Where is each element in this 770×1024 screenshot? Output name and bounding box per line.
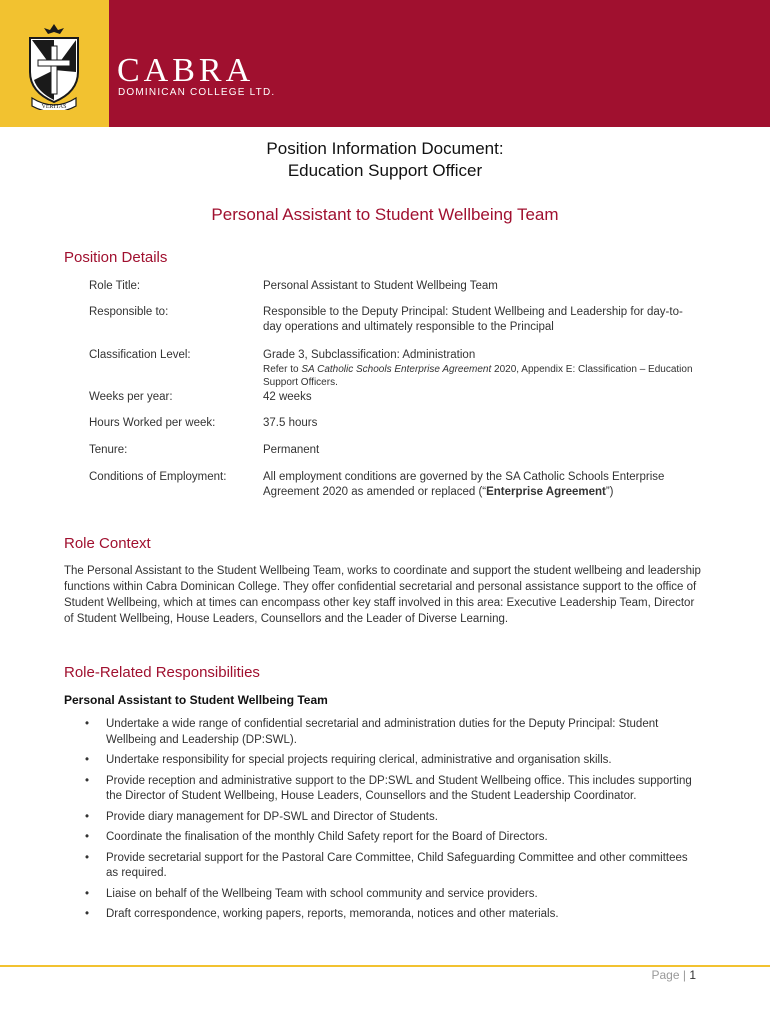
conditions-text-end: ”) bbox=[605, 486, 614, 498]
document-title bbox=[0, 138, 770, 182]
list-item bbox=[82, 753, 692, 769]
conditions-text: All employment conditions are governed by the SA Catholic Schools Enterprise Agreement 2020 as amended or replaced (“ bbox=[263, 471, 665, 498]
role-context-heading: Role Context bbox=[64, 535, 151, 552]
title-line-1: Position Information Document: bbox=[266, 139, 504, 158]
page-label: Page | bbox=[651, 968, 690, 982]
conditions-defined-term: Enterprise Agreement bbox=[486, 486, 606, 498]
note-prefix: Refer to bbox=[263, 364, 302, 375]
page-number: 1 bbox=[689, 968, 696, 982]
brand-subtitle: DOMINICAN COLLEGE LTD. bbox=[118, 87, 276, 98]
list-item-text: Draft correspondence, working papers, reports, memoranda, notices and other materials. bbox=[106, 908, 559, 920]
list-item-text: Provide reception and administrative support to the DP:SWL and Student Wellbeing office. This includes supporting the Director of Student Wellbeing, House Leaders, Counsellors and the Student Leadership Coordinator. bbox=[106, 774, 692, 802]
letterhead bbox=[0, 0, 770, 127]
footer-divider bbox=[0, 965, 770, 967]
list-item-text: Undertake responsibility for special projects requiring clerical, administrative and organisation skills. bbox=[106, 754, 612, 766]
responsibilities-subheading: Personal Assistant to Student Wellbeing Team bbox=[64, 693, 328, 707]
bullet-icon: • bbox=[85, 851, 90, 864]
role-context-paragraph: The Personal Assistant to the Student Wellbeing Team, works to coordinate and support the student wellbeing and leadership functions within Cabra Dominican College. They offer confidential secretarial and personal assistance support to the office of Student Wellbeing, which at times can encompass other key staff involved in this area: Executive Leadership Team, Director of Student Wellbeing, House Leaders, Counsellors and the Leader of Diverse Learning. bbox=[64, 565, 701, 625]
note-agreement-title: SA Catholic Schools Enterprise Agreement bbox=[301, 364, 492, 375]
detail-label: Conditions of Employment: bbox=[89, 471, 227, 483]
responsibilities-list bbox=[82, 717, 692, 928]
detail-label: Classification Level: bbox=[89, 349, 191, 361]
detail-value: Personal Assistant to Student Wellbeing Team bbox=[263, 280, 498, 292]
bullet-icon: • bbox=[85, 718, 90, 730]
bullet-icon: • bbox=[85, 774, 90, 787]
detail-label: Hours Worked per week: bbox=[89, 417, 216, 429]
detail-label: Tenure: bbox=[89, 444, 128, 456]
list-item-text: Undertake a wide range of confidential secretarial and administration duties for the Deputy Principal: Student Wellbeing and Leadership (DP:SWL). bbox=[106, 718, 659, 746]
list-item bbox=[82, 907, 692, 923]
list-item bbox=[82, 830, 692, 846]
detail-label: Responsible to: bbox=[89, 306, 169, 318]
logo-panel bbox=[0, 0, 109, 127]
bullet-icon: • bbox=[85, 831, 90, 843]
note-suffix: 2020, Appendix E: Classification – Education Support Officers. bbox=[263, 364, 693, 388]
detail-label: Role Title: bbox=[89, 280, 141, 292]
brand-name: CABRA bbox=[117, 52, 255, 89]
brand-panel bbox=[109, 0, 770, 127]
bullet-icon: • bbox=[85, 908, 90, 920]
detail-value bbox=[263, 470, 693, 500]
detail-value bbox=[263, 348, 693, 389]
list-item bbox=[82, 851, 692, 882]
list-item bbox=[82, 774, 692, 805]
page-footer bbox=[652, 968, 697, 982]
detail-value: Permanent bbox=[263, 444, 320, 456]
list-item-text: Liaise on behalf of the Wellbeing Team with school community and service providers. bbox=[106, 887, 538, 900]
list-item bbox=[82, 810, 692, 826]
list-item-text: Coordinate the finalisation of the monthly Child Safety report for the Board of Directors. bbox=[106, 831, 548, 843]
title-line-2: Education Support Officer bbox=[287, 161, 483, 180]
list-item bbox=[82, 717, 692, 748]
classification-value: Grade 3, Subclassification: Administration bbox=[263, 349, 476, 361]
bullet-icon: • bbox=[85, 810, 90, 823]
crest-motto: VERITAS bbox=[41, 104, 67, 110]
document-subtitle: Personal Assistant to Student Wellbeing Team bbox=[211, 205, 559, 224]
detail-label: Weeks per year: bbox=[89, 391, 173, 403]
cabra-crest-logo bbox=[26, 22, 82, 110]
list-item-text: Provide diary management for DP-SWL and Director of Students. bbox=[106, 810, 438, 823]
detail-value: 37.5 hours bbox=[263, 417, 318, 429]
classification-note bbox=[263, 363, 693, 389]
list-item-text: Provide secretarial support for the Pastoral Care Committee, Child Safeguarding Committee and other committees as required. bbox=[106, 851, 688, 879]
bullet-icon: • bbox=[85, 887, 90, 900]
bullet-icon: • bbox=[85, 754, 90, 766]
detail-value: 42 weeks bbox=[263, 391, 312, 403]
list-item bbox=[82, 887, 692, 903]
detail-value: Responsible to the Deputy Principal: Student Wellbeing and Leadership for day-to-day operations and ultimately responsible to the Principal bbox=[263, 306, 683, 333]
responsibilities-heading: Role-Related Responsibilities bbox=[64, 664, 260, 681]
position-details-heading: Position Details bbox=[64, 249, 168, 266]
